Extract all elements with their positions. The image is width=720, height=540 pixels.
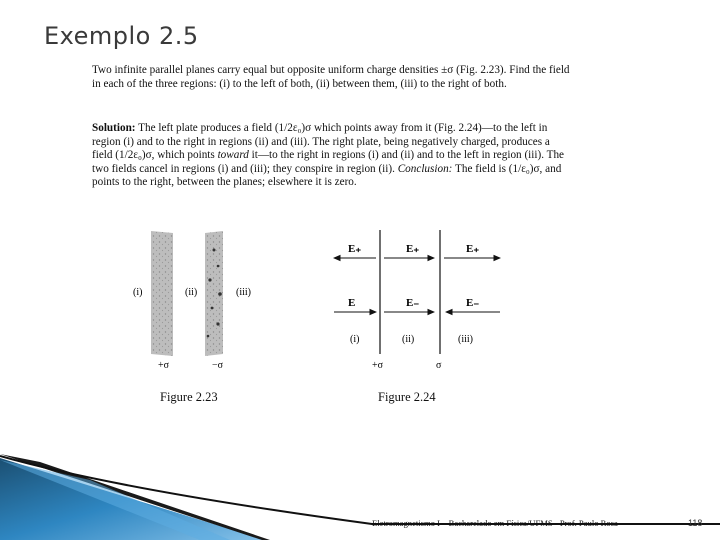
solution-paragraph <box>92 122 570 190</box>
fig223-minus-label: −σ <box>212 360 224 371</box>
conclusion-text: The field is (1/ε₀)σ, and points to the right, between the planes; elsewhere it is zero. <box>92 162 562 189</box>
scanned-textbook-excerpt <box>88 60 574 410</box>
problem-text-a: Two infinite parallel planes carry equal but opposite uniform charge densities ±σ (Fig. 2.23). <box>92 64 507 76</box>
fig224-region-i: (i) <box>350 334 360 345</box>
fig224-plus-label: +σ <box>372 360 384 371</box>
page-number: 118 <box>688 518 703 528</box>
solution-emphasis: toward <box>217 149 249 162</box>
conclusion-label: Conclusion: <box>397 162 453 175</box>
figure-2-23 <box>128 228 268 378</box>
footer-text: Eletromagnetismo I – Bacharelado em Física/UFMS - Prof. Paulo Rosa <box>372 518 618 528</box>
e-label-i: E <box>348 297 356 309</box>
figure-2-24-caption: Figure 2.24 <box>378 390 436 404</box>
e-minus-label-iii: E₋ <box>466 297 480 309</box>
solution-text-a: The left plate produces a field (1/2ε₀)σ which points away from it (Fig. 2.24)—to the left in region (i) and to the right in regions (ii) and (iii). The right plate, being negatively charged, produces a field (1/2ε₀)σ, which points <box>92 122 550 162</box>
slide-title: Exemplo 2.5 <box>44 22 199 50</box>
e-plus-label-i: E₊ <box>348 243 362 255</box>
fig224-minus-label: σ <box>436 360 442 371</box>
fig223-region-i: (i) <box>133 287 143 298</box>
e-minus-label-ii: E₋ <box>406 297 420 309</box>
figure-2-23-caption: Figure 2.23 <box>160 390 218 404</box>
fig223-region-iii: (iii) <box>236 287 251 298</box>
problem-statement <box>92 64 570 91</box>
figure-2-24 <box>328 226 508 376</box>
fig224-region-ii: (ii) <box>402 334 415 345</box>
problem-text-b: Find the field in each of the three regions: (i) to the left of both, (ii) between them, (iii) to the right of both. <box>92 64 570 90</box>
solution-text-b: it—to the right in regions (i) and (ii) and to the left in region (iii). The two fields cancel in regions (i) and (iii); they conspire in region (ii). <box>92 149 565 175</box>
fig223-plus-label: +σ <box>158 360 170 371</box>
e-plus-label-ii: E₊ <box>406 243 420 255</box>
e-plus-label-iii: E₊ <box>466 243 480 255</box>
fig224-region-iii: (iii) <box>458 334 473 345</box>
solution-label: Solution: <box>92 122 136 134</box>
fig223-region-ii: (ii) <box>185 287 198 298</box>
left-plate <box>151 231 173 356</box>
